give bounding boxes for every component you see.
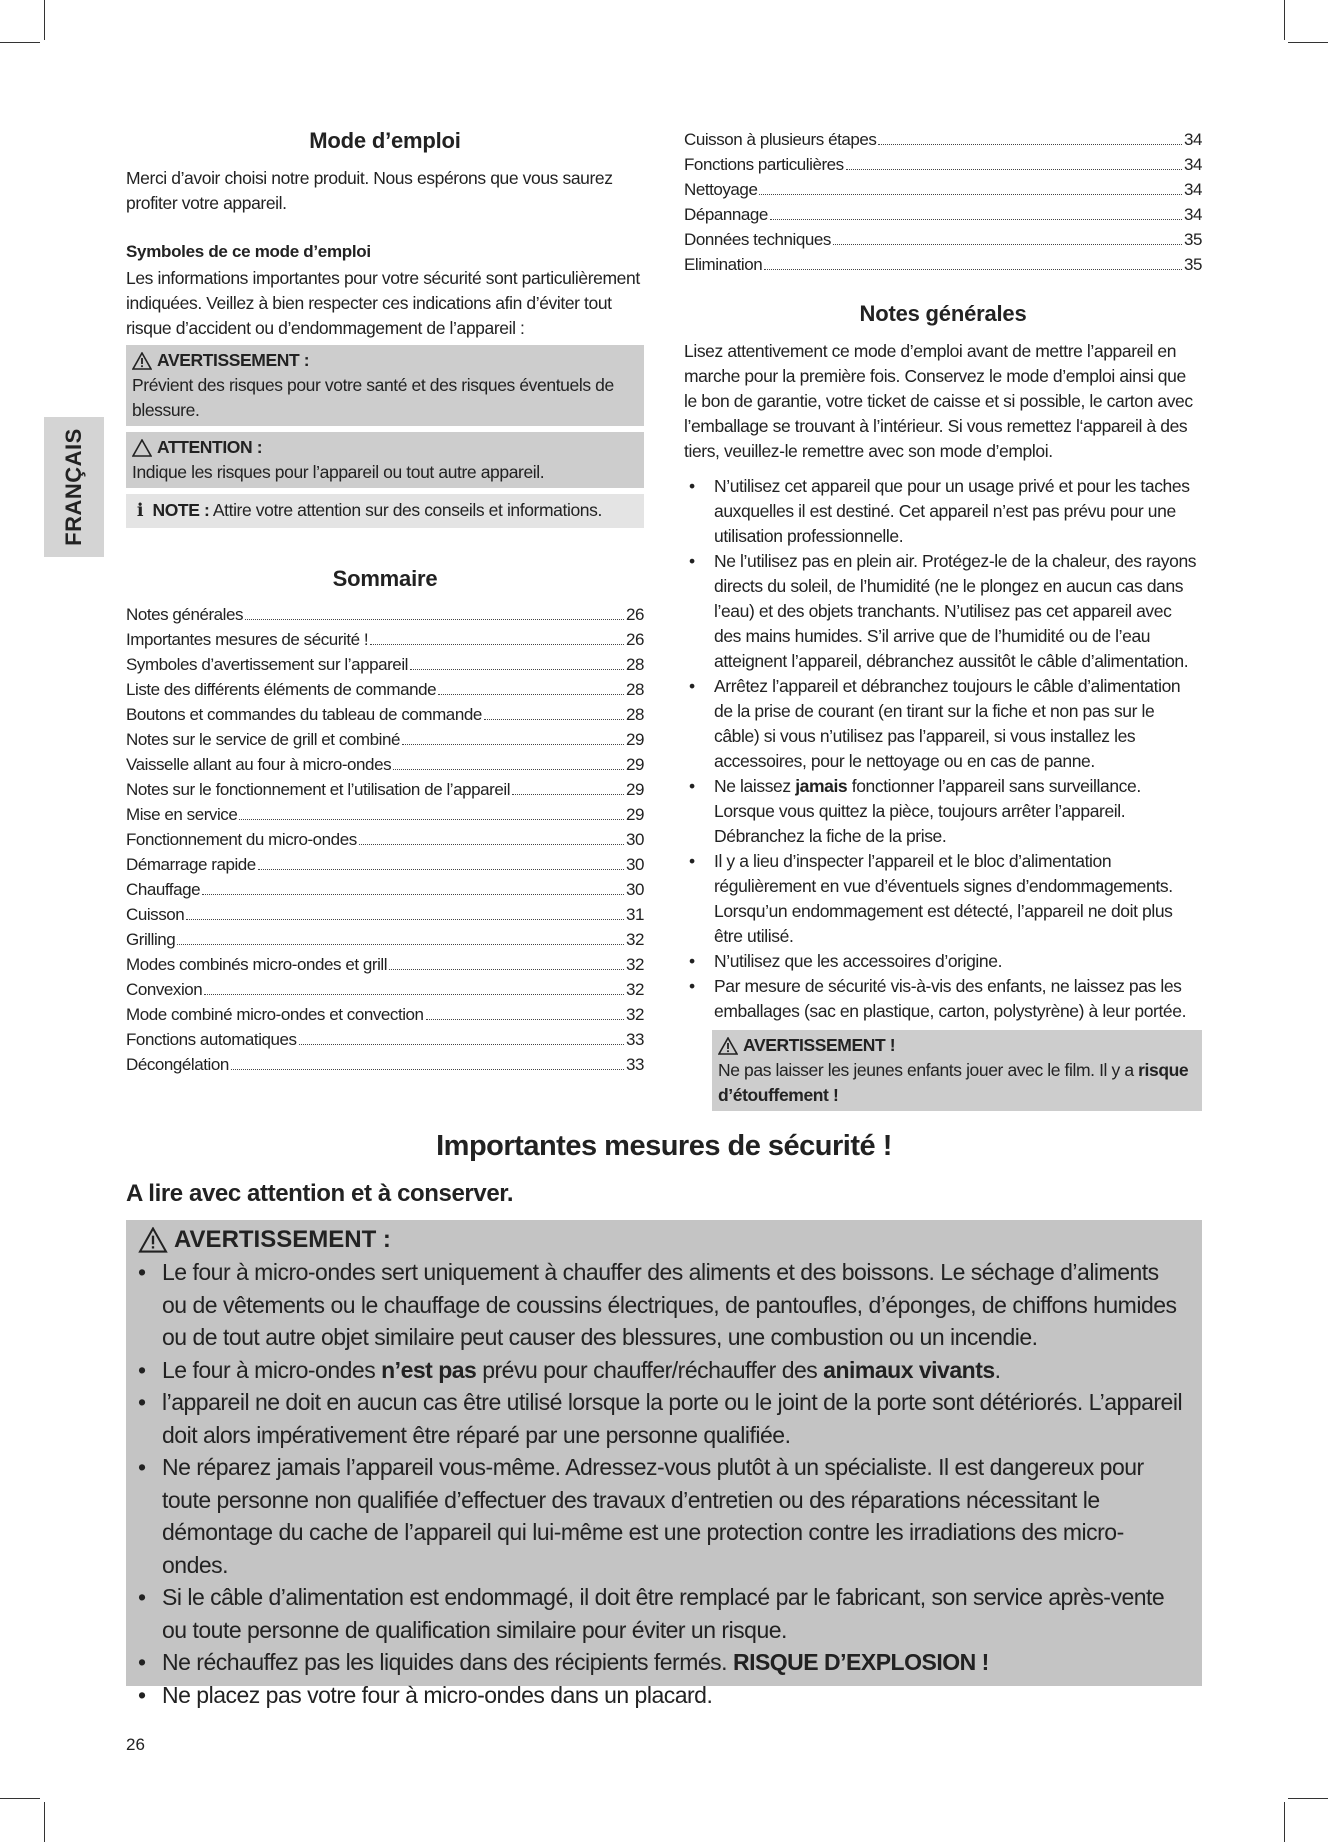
warning-label: AVERTISSEMENT : <box>157 350 310 370</box>
film-warning-box <box>712 1030 1202 1111</box>
toc-entry-label: Vaisselle allant au four à micro-ondes <box>126 755 392 774</box>
note-text: Attire votre attention sur des conseils et informations. <box>212 500 602 520</box>
toc-entry-page: 34 <box>1183 130 1202 149</box>
toc-leader-dots <box>370 644 624 645</box>
toc-entry-page: 34 <box>1183 180 1202 199</box>
toc-entry <box>684 152 1202 177</box>
toc-leader-dots <box>393 769 624 770</box>
toc-entry-page: 32 <box>625 930 644 949</box>
toc-entry <box>126 802 644 827</box>
toc-entry <box>126 827 644 852</box>
crop-mark <box>1288 42 1328 43</box>
toc-entry-label: Mode combiné micro-ondes et convection <box>126 1005 424 1024</box>
toc-entry-page: 29 <box>625 730 644 749</box>
right-column <box>684 127 1202 1117</box>
toc-entry-label: Notes générales <box>126 605 244 624</box>
crop-mark <box>0 42 40 43</box>
caution-triangle-icon <box>132 439 152 457</box>
warning-triangle-icon <box>138 1227 168 1253</box>
language-tab <box>44 417 104 557</box>
crop-mark <box>1288 1798 1328 1799</box>
toc-entry-label: Démarrage rapide <box>126 855 256 874</box>
list-item: • Le four à micro-ondes sert uniquement à chauffer des aliments et des boissons. Le séchage d’aliments ou de vêtements ou le chauffage de coussins électriques, de pantoufles, d’éponges, de chiffons humides ou de tout autre objet similaire peut causer des blessures, une combustion ou un incendie. <box>138 1256 1188 1354</box>
toc-entry-label: Elimination <box>684 255 763 274</box>
list-item: • Arrêtez l’appareil et débranchez toujours le câble d’alimentation de la prise de courant (en tirant sur la fiche et non pas sur le câble) si vous n’utilisez pas l’appareil, si vous installez les accessoires, pour le nettoyage ou en cas de panne. <box>684 674 1202 774</box>
toc-entry <box>126 877 644 902</box>
toc-entry-label: Fonctions automatiques <box>126 1030 297 1049</box>
toc-entry-page: 29 <box>625 780 644 799</box>
securite-bullets <box>138 1256 1188 1711</box>
toc-entry-label: Fonctions particulières <box>684 155 844 174</box>
toc-entry-page: 30 <box>625 855 644 874</box>
toc-entry <box>126 752 644 777</box>
list-item: • Ne laissez jamais fonctionner l’appareil sans surveillance. Lorsque vous quittez la pièce, toujours arrêter l’appareil. Débranchez la fiche de la prise. <box>684 774 1202 849</box>
toc-entry <box>684 202 1202 227</box>
toc-left <box>126 602 644 1077</box>
note-label: NOTE : <box>152 500 210 520</box>
toc-leader-dots <box>359 844 624 845</box>
toc-entry-label: Modes combinés micro-ondes et grill <box>126 955 388 974</box>
toc-entry-label: Liste des différents éléments de commande <box>126 680 437 699</box>
toc-entry <box>126 602 644 627</box>
toc-entry <box>126 852 644 877</box>
toc-leader-dots <box>202 894 624 895</box>
toc-entry-page: 28 <box>625 680 644 699</box>
toc-entry-page: 29 <box>625 755 644 774</box>
warning-text: Prévient des risques pour votre santé et des risques éventuels de blessure. <box>132 375 614 420</box>
toc-leader-dots <box>231 1069 624 1070</box>
list-item: • N’utilisez cet appareil que pour un usage privé et pour les taches auxquelles il est destiné. Cet appareil n’est pas prévu pour une utilisation professionnelle. <box>684 474 1202 549</box>
toc-entry-label: Fonctionnement du micro-ondes <box>126 830 357 849</box>
toc-entry <box>126 727 644 752</box>
mode-emploi-intro: Merci d’avoir choisi notre produit. Nous espérons que vous saurez profiter votre appareil. <box>126 168 613 213</box>
toc-entry <box>126 652 644 677</box>
toc-leader-dots <box>512 794 624 795</box>
toc-leader-dots <box>878 144 1182 145</box>
toc-entry-page: 26 <box>625 630 644 649</box>
toc-entry-page: 28 <box>625 655 644 674</box>
toc-entry-label: Convexion <box>126 980 203 999</box>
notes-generales-title: Notes générales <box>859 301 1027 326</box>
toc-leader-dots <box>299 1044 624 1045</box>
toc-right <box>684 127 1202 277</box>
toc-entry <box>126 902 644 927</box>
list-item: • Ne placez pas votre four à micro-ondes dans un placard. <box>138 1679 1188 1712</box>
film-warning-text: Ne pas laisser les jeunes enfants jouer avec le film. Il y a risque d’étouffement ! <box>718 1060 1189 1105</box>
toc-entry <box>126 977 644 1002</box>
symbols-heading: Symboles de ce mode d’emploi <box>126 242 371 261</box>
info-icon: i <box>136 501 144 521</box>
notes-intro: Lisez attentivement ce mode d’emploi avant de mettre l’appareil en marche pour la première fois. Conservez le mode d’emploi ainsi que le bon de garantie, votre ticket de caisse et si possible, le carton avec l’emballage se trouvant à l’intérieur. Si vous remettez l‘appareil à des tiers, veuillez-le remettre avec son mode d’emploi. <box>684 341 1193 461</box>
toc-entry <box>126 952 644 977</box>
toc-entry-label: Chauffage <box>126 880 201 899</box>
toc-leader-dots <box>258 869 624 870</box>
toc-leader-dots <box>402 744 624 745</box>
toc-entry-label: Cuisson à plusieurs étapes <box>684 130 877 149</box>
toc-leader-dots <box>764 269 1182 270</box>
toc-entry-label: Nettoyage <box>684 180 758 199</box>
toc-entry <box>126 1027 644 1052</box>
toc-entry <box>684 127 1202 152</box>
toc-entry-page: 32 <box>625 955 644 974</box>
securite-title: Importantes mesures de sécurité ! <box>436 1130 892 1162</box>
toc-entry-page: 32 <box>625 980 644 999</box>
list-item: • N’utilisez que les accessoires d’origine. <box>684 949 1202 974</box>
toc-leader-dots <box>759 194 1182 195</box>
toc-entry <box>126 702 644 727</box>
toc-leader-dots <box>239 819 624 820</box>
securite-warning-label: AVERTISSEMENT : <box>174 1226 391 1253</box>
toc-entry-label: Données techniques <box>684 230 831 249</box>
toc-leader-dots <box>245 619 624 620</box>
toc-leader-dots <box>177 944 624 945</box>
toc-entry-page: 34 <box>1183 205 1202 224</box>
list-item: • Le four à micro-ondes n’est pas prévu pour chauffer/réchauffer des animaux vivants. <box>138 1354 1188 1387</box>
notes-bullets <box>684 474 1202 1024</box>
securite-warning-box <box>126 1220 1202 1708</box>
toc-leader-dots <box>833 244 1182 245</box>
crop-mark <box>44 0 45 40</box>
toc-entry <box>684 177 1202 202</box>
toc-entry-label: Notes sur le service de grill et combiné <box>126 730 400 749</box>
warning-symbol-box <box>126 345 644 426</box>
warning-triangle-icon <box>132 352 152 370</box>
toc-leader-dots <box>426 1019 624 1020</box>
toc-entry-label: Mise en service <box>126 805 238 824</box>
toc-entry-label: Grilling <box>126 930 176 949</box>
toc-entry <box>684 252 1202 277</box>
toc-entry-label: Cuisson <box>126 905 185 924</box>
toc-entry-page: 30 <box>625 880 644 899</box>
toc-entry-page: 29 <box>625 805 644 824</box>
toc-entry <box>126 1002 644 1027</box>
crop-mark <box>1284 0 1285 40</box>
toc-entry-page: 33 <box>625 1030 644 1049</box>
toc-entry-label: Décongélation <box>126 1055 229 1074</box>
left-column <box>126 120 644 1077</box>
warning-triangle-icon <box>718 1037 738 1055</box>
toc-entry-page: 35 <box>1183 230 1202 249</box>
attention-symbol-box <box>126 432 644 488</box>
language-tab-label: FRANÇAIS <box>61 428 86 546</box>
film-warning-label: AVERTISSEMENT ! <box>743 1035 896 1055</box>
toc-leader-dots <box>846 169 1182 170</box>
list-item: • Par mesure de sécurité vis-à-vis des enfants, ne laissez pas les emballages (sac en plastique, carton, polystyrène) à leur portée. <box>684 974 1202 1024</box>
page-number: 26 <box>126 1735 145 1754</box>
list-item: • l’appareil ne doit en aucun cas être utilisé lorsque la porte ou le joint de la porte sont détériorés. L’appareil doit alors impérativement être réparé par une personne qualifiée. <box>138 1386 1188 1451</box>
sommaire-title: Sommaire <box>332 566 438 591</box>
note-symbol-box <box>126 494 644 528</box>
mode-emploi-title: Mode d’emploi <box>309 128 461 153</box>
toc-leader-dots <box>389 969 624 970</box>
toc-leader-dots <box>204 994 624 995</box>
symbols-text: Les informations importantes pour votre sécurité sont particulièrement indiquées. Veillez à bien respecter ces indications afin d’éviter tout risque d’accident ou d’endommagement de l’appareil : <box>126 268 640 338</box>
toc-entry <box>126 677 644 702</box>
toc-entry-page: 32 <box>625 1005 644 1024</box>
toc-leader-dots <box>438 694 624 695</box>
toc-entry-page: 35 <box>1183 255 1202 274</box>
toc-entry-page: 31 <box>625 905 644 924</box>
toc-entry-label: Symboles d’avertissement sur l’appareil <box>126 655 408 674</box>
toc-entry-label: Importantes mesures de sécurité ! <box>126 630 369 649</box>
toc-leader-dots <box>484 719 624 720</box>
crop-mark <box>1284 1802 1285 1842</box>
toc-leader-dots <box>770 219 1182 220</box>
list-item: • Ne l’utilisez pas en plein air. Protégez-le de la chaleur, des rayons directs du soleil, de l’humidité (ne le plongez en aucun cas dans l’eau) et des objets tranchants. N’utilisez pas cet appareil avec des mains humides. S’il arrive que de l’humidité ou de l’eau atteignent l’appareil, débranchez aussitôt le câble d’alimentation. <box>684 549 1202 674</box>
toc-entry-label: Dépannage <box>684 205 768 224</box>
attention-text: Indique les risques pour l’appareil ou tout autre appareil. <box>132 462 545 482</box>
toc-leader-dots <box>410 669 624 670</box>
toc-entry <box>126 1052 644 1077</box>
toc-entry-label: Boutons et commandes du tableau de commande <box>126 705 482 724</box>
securite-subtitle: A lire avec attention et à conserver. <box>126 1180 514 1207</box>
list-item: • Ne réparez jamais l’appareil vous-même. Adressez-vous plutôt à un spécialiste. Il est dangereux pour toute personne non qualifiée d’effectuer des travaux d’entretien ou des réparations nécessitant le démontage du cache de l’appareil qui lui-même est une protection contre les irradiations des micro-ondes. <box>138 1451 1188 1581</box>
crop-mark <box>0 1798 40 1799</box>
toc-entry <box>126 627 644 652</box>
toc-leader-dots <box>186 919 624 920</box>
toc-entry-page: 28 <box>625 705 644 724</box>
toc-entry <box>126 777 644 802</box>
list-item: • Ne réchauffez pas les liquides dans des récipients fermés. RISQUE D’EXPLOSION ! <box>138 1646 1188 1679</box>
crop-mark <box>44 1802 45 1842</box>
toc-entry-label: Notes sur le fonctionnement et l’utilisation de l’appareil <box>126 780 511 799</box>
toc-entry-page: 26 <box>625 605 644 624</box>
attention-label: ATTENTION : <box>157 437 263 457</box>
toc-entry-page: 30 <box>625 830 644 849</box>
toc-entry <box>126 927 644 952</box>
list-item: • Si le câble d’alimentation est endommagé, il doit être remplacé par le fabricant, son service après-vente ou toute personne de qualification similaire pour éviter un risque. <box>138 1581 1188 1646</box>
toc-entry <box>684 227 1202 252</box>
toc-entry-page: 33 <box>625 1055 644 1074</box>
list-item: • Il y a lieu d’inspecter l’appareil et le bloc d’alimentation régulièrement en vue d’éventuels signes d’endommagements. Lorsqu’un endommagement est détecté, l’appareil ne doit plus être utilisé. <box>684 849 1202 949</box>
toc-entry-page: 34 <box>1183 155 1202 174</box>
